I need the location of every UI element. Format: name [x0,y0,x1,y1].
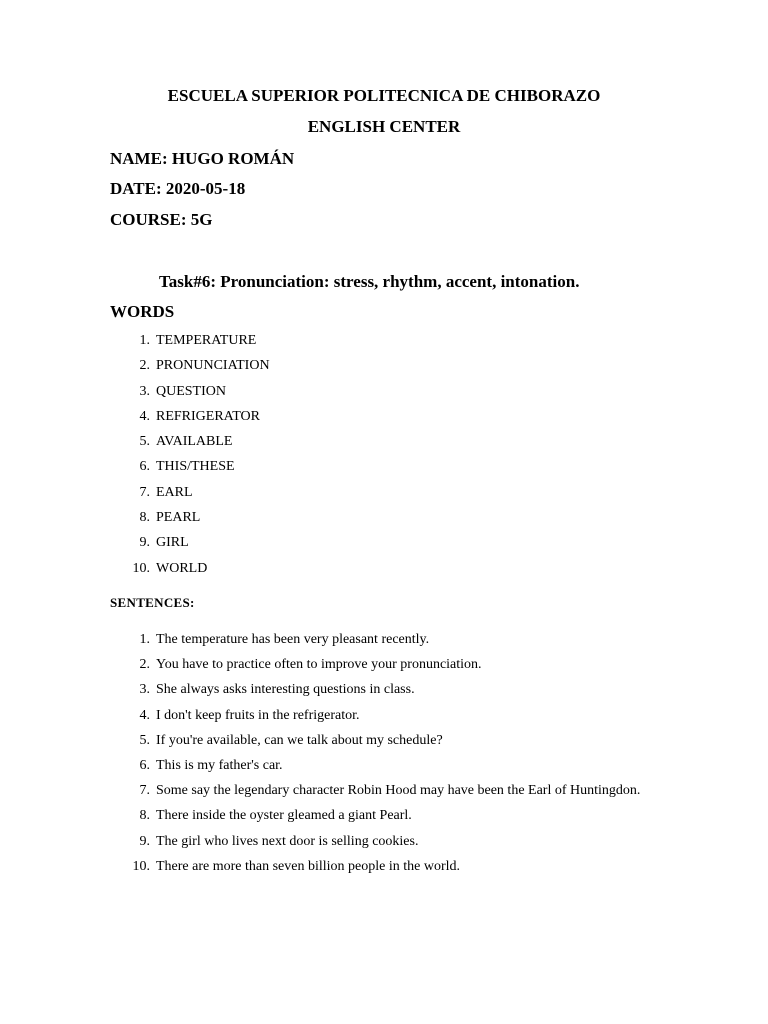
list-number: 10. [132,858,150,874]
date-line: DATE: 2020-05-18 [110,179,246,198]
sentence-text: You have to practice often to improve your pronunciation. [156,657,482,673]
sentence-text: The temperature has been very pleasant recently. [156,632,430,647]
institution-title: ESCUELA SUPERIOR POLITECNICA DE CHIBORAZO [167,86,601,105]
student-name: NAME: HUGO ROMÁN [110,149,295,168]
list-number: 10. [132,560,150,576]
sentence-text: If you're available, can we talk about my schedule? [156,732,443,748]
word-text: REFRIGERATOR [156,408,260,424]
sentence-text: The girl who lives next door is selling cookies. [156,833,419,849]
list-number: 3. [139,383,150,399]
sentence-text: I don't keep fruits in the refrigerator. [156,707,360,723]
list-number: 5. [139,732,150,748]
list-number: 6. [139,758,150,774]
list-number: 3. [139,682,150,698]
word-text: TEMPERATURE [156,333,257,348]
list-number: 7. [139,783,150,799]
list-item [110,677,658,702]
list-item [110,728,658,753]
course-line: COURSE: 5G [110,210,213,229]
list-number: 9. [139,535,150,551]
word-text: WORLD [156,560,208,576]
word-text: AVAILABLE [156,434,233,450]
list-number: 4. [139,707,150,723]
word-text: EARL [156,484,193,500]
list-number: 1. [139,632,150,647]
list-item [110,382,670,407]
sentence-text: There inside the oyster gleamed a giant Pearl. [156,808,412,824]
list-item [110,627,658,652]
list-item [110,432,670,457]
list-number: 4. [139,408,150,424]
list-item [110,778,658,803]
list-item [110,457,670,482]
list-number: 2. [139,657,150,673]
list-item [110,753,658,778]
sentence-text: There are more than seven billion people in the world. [156,858,461,874]
sentences-heading: SENTENCES: [110,595,195,610]
word-text: PRONUNCIATION [156,358,270,374]
list-item [110,533,670,558]
words-list [110,331,670,584]
list-item [110,854,658,879]
list-item [110,559,670,584]
list-number: 5. [139,434,150,450]
list-item [110,652,658,677]
list-item [110,331,670,356]
list-item [110,829,658,854]
list-item [110,508,670,533]
list-number: 6. [139,459,150,475]
word-text: GIRL [156,535,189,551]
list-item [110,356,670,381]
list-number: 9. [139,833,150,849]
list-number: 8. [139,510,150,526]
sentences-list [110,627,658,879]
list-number: 2. [139,358,150,374]
sentence-text: She always asks interesting questions in class. [156,682,415,698]
center-title: ENGLISH CENTER [307,117,461,136]
list-number: 1. [139,333,150,348]
list-item [110,803,658,828]
word-text: PEARL [156,510,201,526]
word-text: THIS/THESE [156,459,235,475]
words-heading: WORDS [110,302,175,321]
list-item [110,407,670,432]
task-title: Task#6: Pronunciation: stress, rhythm, accent, intonation. [159,272,580,291]
word-text: QUESTION [156,383,226,399]
list-item [110,483,670,508]
list-item [110,703,658,728]
sentence-text: Some say the legendary character Robin Hood may have been the Earl of Huntingdon. [156,783,641,799]
list-number: 7. [139,484,150,500]
sentence-text: This is my father's car. [156,758,283,774]
list-number: 8. [139,808,150,824]
